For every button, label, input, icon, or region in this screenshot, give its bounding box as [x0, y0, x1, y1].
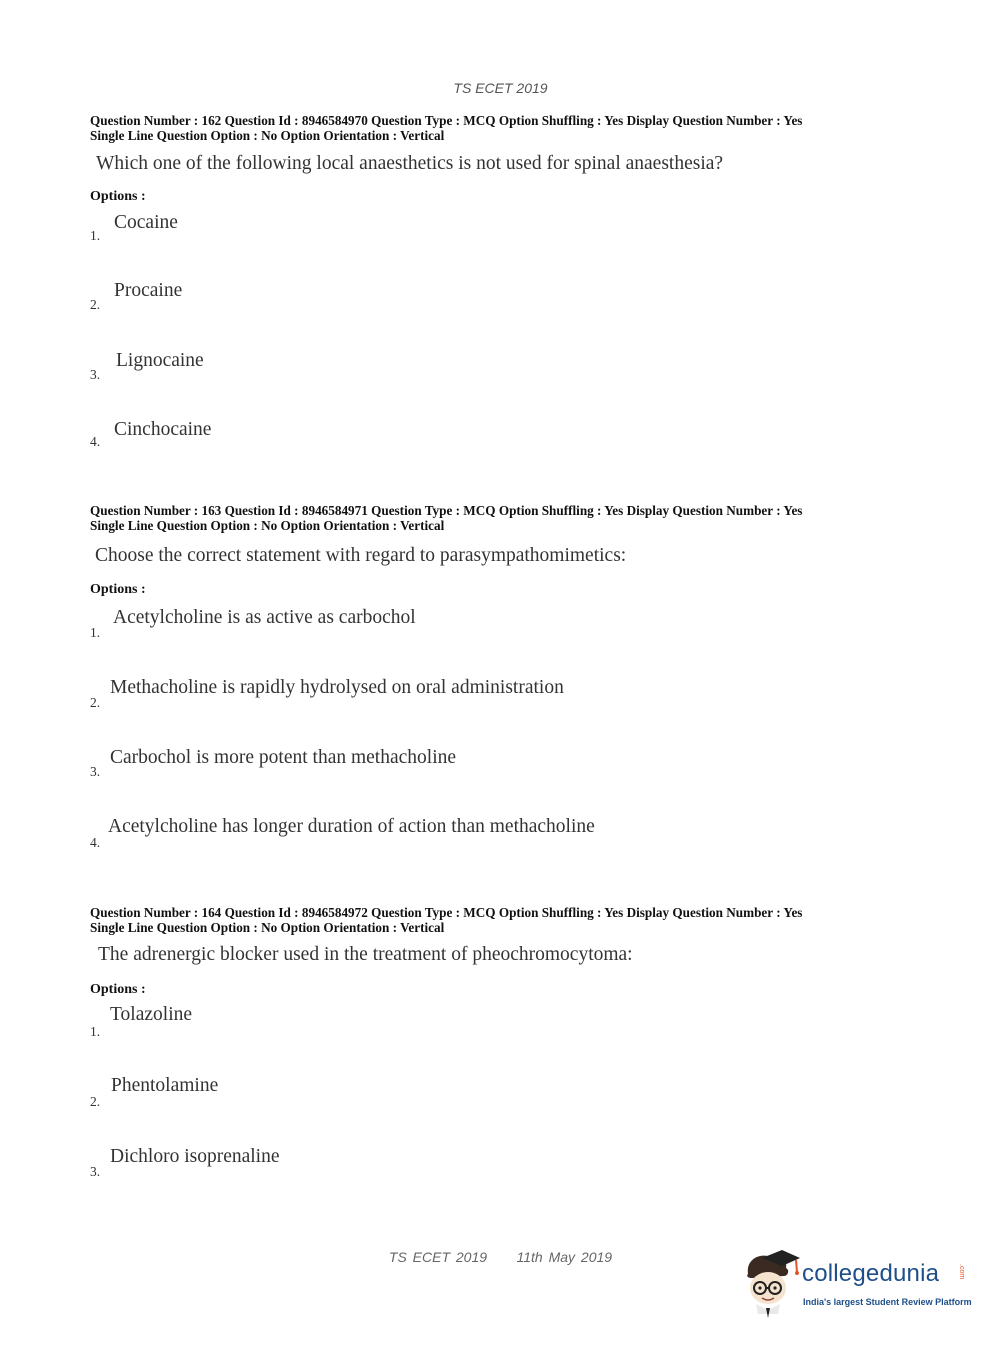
question-text: Choose the correct statement with regard to parasympathomimetics:	[95, 545, 627, 566]
option-number: 4.	[90, 434, 101, 449]
question-meta-line-2: Single Line Question Option : No Option Orientation : Vertical	[90, 518, 445, 533]
logo-brand-name: collegedunia	[802, 1260, 940, 1287]
question-meta-line-2: Single Line Question Option : No Option Orientation : Vertical	[90, 128, 445, 143]
question-meta-line-1: Question Number : 162 Question Id : 8946584970 Question Type : MCQ Option Shuffling : Yes Display Question Number : Yes	[90, 113, 803, 128]
option-number: 3.	[90, 764, 101, 779]
option-number: 2.	[90, 297, 101, 312]
footer-date: 11th May 2019	[516, 1249, 613, 1265]
option-text: Acetylcholine has longer duration of action than methacholine	[108, 816, 595, 837]
option-number: 4.	[90, 835, 101, 850]
question-meta	[90, 113, 920, 143]
option-text: Tolazoline	[110, 1004, 193, 1025]
option-text: Methacholine is rapidly hydrolysed on oral administration	[110, 677, 564, 698]
question-meta	[90, 905, 920, 935]
option-text: Lignocaine	[116, 350, 204, 371]
logo-tagline: India's largest Student Review Platform	[803, 1297, 972, 1307]
question-text: Which one of the following local anaesthetics is not used for spinal anaesthesia?	[96, 153, 724, 174]
question-meta-line-1: Question Number : 164 Question Id : 8946584972 Question Type : MCQ Option Shuffling : Yes Display Question Number : Yes	[90, 905, 803, 920]
question-meta-line-1: Question Number : 163 Question Id : 8946584971 Question Type : MCQ Option Shuffling : Yes Display Question Number : Yes	[90, 503, 803, 518]
question-meta-line-2: Single Line Question Option : No Option Orientation : Vertical	[90, 920, 445, 935]
question-text: The adrenergic blocker used in the treatment of pheochromocytoma:	[98, 944, 633, 965]
option-text: Acetylcholine is as active as carbochol	[113, 607, 416, 628]
option-text: Carbochol is more potent than methacholine	[110, 747, 457, 768]
option-number: 2.	[90, 1094, 101, 1109]
page-header-title: TS ECET 2019	[453, 80, 548, 96]
option-number: 3.	[90, 367, 101, 382]
option-number: 1.	[90, 228, 101, 243]
option-text: Procaine	[114, 280, 183, 301]
question-meta	[90, 503, 920, 533]
option-number: 3.	[90, 1164, 101, 1179]
options-label: Options :	[90, 982, 146, 997]
option-text: Phentolamine	[111, 1075, 219, 1096]
option-text: Cocaine	[114, 212, 178, 233]
options-label: Options :	[90, 582, 146, 597]
option-number: 1.	[90, 1024, 101, 1039]
option-number: 1.	[90, 625, 101, 640]
mascot-icon	[740, 1250, 802, 1320]
options-label: Options :	[90, 189, 146, 204]
collegedunia-logo	[740, 1250, 980, 1320]
option-text: Dichloro isoprenaline	[110, 1146, 280, 1167]
option-text: Cinchocaine	[114, 419, 212, 440]
footer-exam: TS ECET 2019	[388, 1249, 488, 1265]
logo-dotcom: .com	[958, 1264, 965, 1280]
option-number: 2.	[90, 695, 101, 710]
